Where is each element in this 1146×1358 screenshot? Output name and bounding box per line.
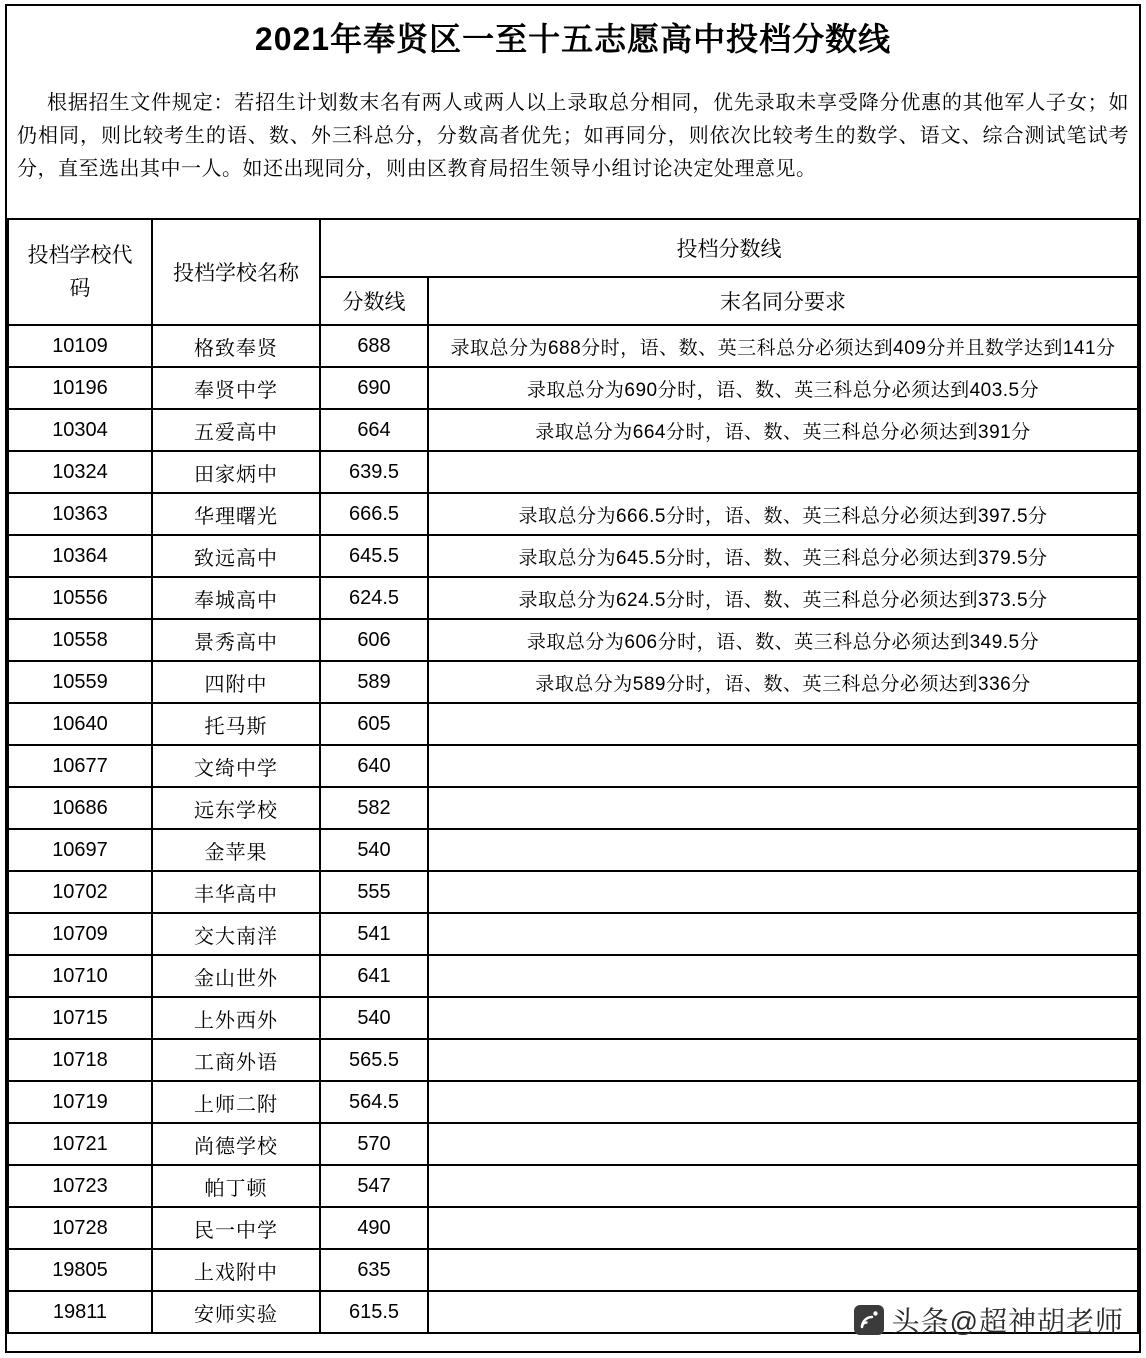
school-name-cell: 尚德学校 bbox=[152, 1123, 320, 1165]
school-code-cell: 10710 bbox=[8, 955, 152, 997]
school-code-cell: 10719 bbox=[8, 1081, 152, 1123]
header-tie-rule: 末名同分要求 bbox=[428, 277, 1138, 325]
score-line-cell: 641 bbox=[320, 955, 428, 997]
header-score-line: 分数线 bbox=[320, 277, 428, 325]
table-row bbox=[8, 367, 1138, 409]
tie-rule-cell bbox=[428, 1081, 1138, 1123]
score-line-cell: 645.5 bbox=[320, 535, 428, 577]
score-line-cell: 570 bbox=[320, 1123, 428, 1165]
tie-rule-cell bbox=[428, 955, 1138, 997]
table-row bbox=[8, 451, 1138, 493]
table-row bbox=[8, 661, 1138, 703]
school-name-cell: 文绮中学 bbox=[152, 745, 320, 787]
tie-rule-cell bbox=[428, 1039, 1138, 1081]
table-row bbox=[8, 619, 1138, 661]
school-name-cell: 四附中 bbox=[152, 661, 320, 703]
table-row bbox=[8, 745, 1138, 787]
school-code-cell: 10109 bbox=[8, 325, 152, 367]
tie-rule-cell bbox=[428, 829, 1138, 871]
score-line-cell: 639.5 bbox=[320, 451, 428, 493]
school-name-cell: 交大南洋 bbox=[152, 913, 320, 955]
score-line-cell: 555 bbox=[320, 871, 428, 913]
tie-rule-cell bbox=[428, 1165, 1138, 1207]
school-name-cell: 景秀高中 bbox=[152, 619, 320, 661]
table-body bbox=[8, 325, 1138, 1333]
header-score-line-group: 投档分数线 bbox=[320, 219, 1138, 277]
toutiao-logo-icon bbox=[854, 1305, 884, 1335]
tie-rule-cell: 录取总分为690分时，语、数、英三科总分必须达到403.5分 bbox=[428, 367, 1138, 409]
header-school-code-label: 投档学校代码 bbox=[27, 243, 133, 301]
score-table bbox=[7, 218, 1139, 1334]
table-row bbox=[8, 493, 1138, 535]
table-header-row-1 bbox=[8, 219, 1138, 277]
school-name-cell: 安师实验 bbox=[152, 1291, 320, 1333]
school-name-cell: 远东学校 bbox=[152, 787, 320, 829]
table-row bbox=[8, 829, 1138, 871]
school-code-cell: 10686 bbox=[8, 787, 152, 829]
table-row bbox=[8, 703, 1138, 745]
tie-rule-cell bbox=[428, 745, 1138, 787]
page-title: 2021年奉贤区一至十五志愿高中投档分数线 bbox=[254, 21, 892, 57]
school-name-cell: 致远高中 bbox=[152, 535, 320, 577]
school-name-cell: 华理曙光 bbox=[152, 493, 320, 535]
tie-rule-cell bbox=[428, 1249, 1138, 1291]
school-code-cell: 10640 bbox=[8, 703, 152, 745]
table-row bbox=[8, 325, 1138, 367]
table-row bbox=[8, 997, 1138, 1039]
table-row bbox=[8, 1165, 1138, 1207]
score-line-cell: 624.5 bbox=[320, 577, 428, 619]
score-line-cell: 540 bbox=[320, 997, 428, 1039]
tie-rule-cell bbox=[428, 703, 1138, 745]
school-code-cell: 10709 bbox=[8, 913, 152, 955]
table-row bbox=[8, 913, 1138, 955]
school-name-cell: 丰华高中 bbox=[152, 871, 320, 913]
tie-rule-cell: 录取总分为666.5分时，语、数、英三科总分必须达到397.5分 bbox=[428, 493, 1138, 535]
tie-rule-cell bbox=[428, 787, 1138, 829]
school-code-cell: 10718 bbox=[8, 1039, 152, 1081]
school-name-cell: 上戏附中 bbox=[152, 1249, 320, 1291]
school-code-cell: 19805 bbox=[8, 1249, 152, 1291]
tie-rule-cell bbox=[428, 871, 1138, 913]
school-name-cell: 托马斯 bbox=[152, 703, 320, 745]
table-row bbox=[8, 1039, 1138, 1081]
score-line-cell: 666.5 bbox=[320, 493, 428, 535]
score-line-cell: 615.5 bbox=[320, 1291, 428, 1333]
school-code-cell: 10196 bbox=[8, 367, 152, 409]
school-name-cell: 五爱高中 bbox=[152, 409, 320, 451]
school-name-cell: 金苹果 bbox=[152, 829, 320, 871]
table-row bbox=[8, 871, 1138, 913]
table-row bbox=[8, 1081, 1138, 1123]
table-row bbox=[8, 409, 1138, 451]
school-code-cell: 10304 bbox=[8, 409, 152, 451]
school-name-cell: 奉贤中学 bbox=[152, 367, 320, 409]
score-line-cell: 547 bbox=[320, 1165, 428, 1207]
watermark bbox=[854, 1300, 1124, 1340]
tie-rule-cell: 录取总分为589分时，语、数、英三科总分必须达到336分 bbox=[428, 661, 1138, 703]
school-name-cell: 格致奉贤 bbox=[152, 325, 320, 367]
tie-rule-cell: 录取总分为606分时，语、数、英三科总分必须达到349.5分 bbox=[428, 619, 1138, 661]
document-page bbox=[5, 4, 1141, 1353]
score-line-cell: 490 bbox=[320, 1207, 428, 1249]
school-code-cell: 19811 bbox=[8, 1291, 152, 1333]
table-row bbox=[8, 1207, 1138, 1249]
tie-rule-cell bbox=[428, 1207, 1138, 1249]
table-row bbox=[8, 535, 1138, 577]
school-code-cell: 10723 bbox=[8, 1165, 152, 1207]
tie-rule-cell bbox=[428, 451, 1138, 493]
score-line-cell: 565.5 bbox=[320, 1039, 428, 1081]
school-name-cell: 金山世外 bbox=[152, 955, 320, 997]
school-code-cell: 10558 bbox=[8, 619, 152, 661]
school-code-cell: 10559 bbox=[8, 661, 152, 703]
school-code-cell: 10363 bbox=[8, 493, 152, 535]
score-line-cell: 582 bbox=[320, 787, 428, 829]
notice-text: 根据招生文件规定：若招生计划数末名有两人或两人以上录取总分相同，优先录取未享受降分优惠的其他军人子女；如仍相同，则比较考生的语、数、外三科总分，分数高者优先；如再同分，则依次比较考生的数学、语文、综合测试笔试考分，直至选出其中一人。如还出现同分，则由区教育局招生领导小组讨论决定处理意见。 bbox=[17, 92, 1129, 181]
table-row bbox=[8, 787, 1138, 829]
school-name-cell: 奉城高中 bbox=[152, 577, 320, 619]
tie-rule-cell: 录取总分为624.5分时，语、数、英三科总分必须达到373.5分 bbox=[428, 577, 1138, 619]
header-school-code bbox=[8, 219, 152, 325]
tie-rule-cell: 录取总分为688分时，语、数、英三科总分必须达到409分并且数学达到141分 bbox=[428, 325, 1138, 367]
school-code-cell: 10556 bbox=[8, 577, 152, 619]
score-line-cell: 606 bbox=[320, 619, 428, 661]
header-school-name: 投档学校名称 bbox=[152, 219, 320, 325]
tie-rule-cell bbox=[428, 997, 1138, 1039]
school-code-cell: 10677 bbox=[8, 745, 152, 787]
school-code-cell: 10728 bbox=[8, 1207, 152, 1249]
school-name-cell: 上师二附 bbox=[152, 1081, 320, 1123]
tie-rule-cell: 录取总分为664分时，语、数、英三科总分必须达到391分 bbox=[428, 409, 1138, 451]
table-row bbox=[8, 577, 1138, 619]
tie-rule-cell bbox=[428, 1123, 1138, 1165]
school-name-cell: 上外西外 bbox=[152, 997, 320, 1039]
tie-rule-cell: 录取总分为645.5分时，语、数、英三科总分必须达到379.5分 bbox=[428, 535, 1138, 577]
school-code-cell: 10702 bbox=[8, 871, 152, 913]
school-code-cell: 10697 bbox=[8, 829, 152, 871]
tie-rule-cell bbox=[428, 913, 1138, 955]
school-name-cell: 工商外语 bbox=[152, 1039, 320, 1081]
table-row bbox=[8, 955, 1138, 997]
school-code-cell: 10324 bbox=[8, 451, 152, 493]
school-code-cell: 10364 bbox=[8, 535, 152, 577]
score-line-cell: 664 bbox=[320, 409, 428, 451]
score-line-cell: 540 bbox=[320, 829, 428, 871]
table-row bbox=[8, 1249, 1138, 1291]
score-line-cell: 640 bbox=[320, 745, 428, 787]
score-line-cell: 605 bbox=[320, 703, 428, 745]
score-line-cell: 690 bbox=[320, 367, 428, 409]
watermark-text: 头条@超神胡老师 bbox=[891, 1306, 1124, 1337]
school-code-cell: 10715 bbox=[8, 997, 152, 1039]
table-row bbox=[8, 1123, 1138, 1165]
score-line-cell: 541 bbox=[320, 913, 428, 955]
score-line-cell: 564.5 bbox=[320, 1081, 428, 1123]
school-name-cell: 帕丁顿 bbox=[152, 1165, 320, 1207]
school-code-cell: 10721 bbox=[8, 1123, 152, 1165]
school-name-cell: 民一中学 bbox=[152, 1207, 320, 1249]
school-name-cell: 田家炳中 bbox=[152, 451, 320, 493]
table-header bbox=[8, 219, 1138, 325]
score-line-cell: 589 bbox=[320, 661, 428, 703]
score-line-cell: 635 bbox=[320, 1249, 428, 1291]
score-line-cell: 688 bbox=[320, 325, 428, 367]
